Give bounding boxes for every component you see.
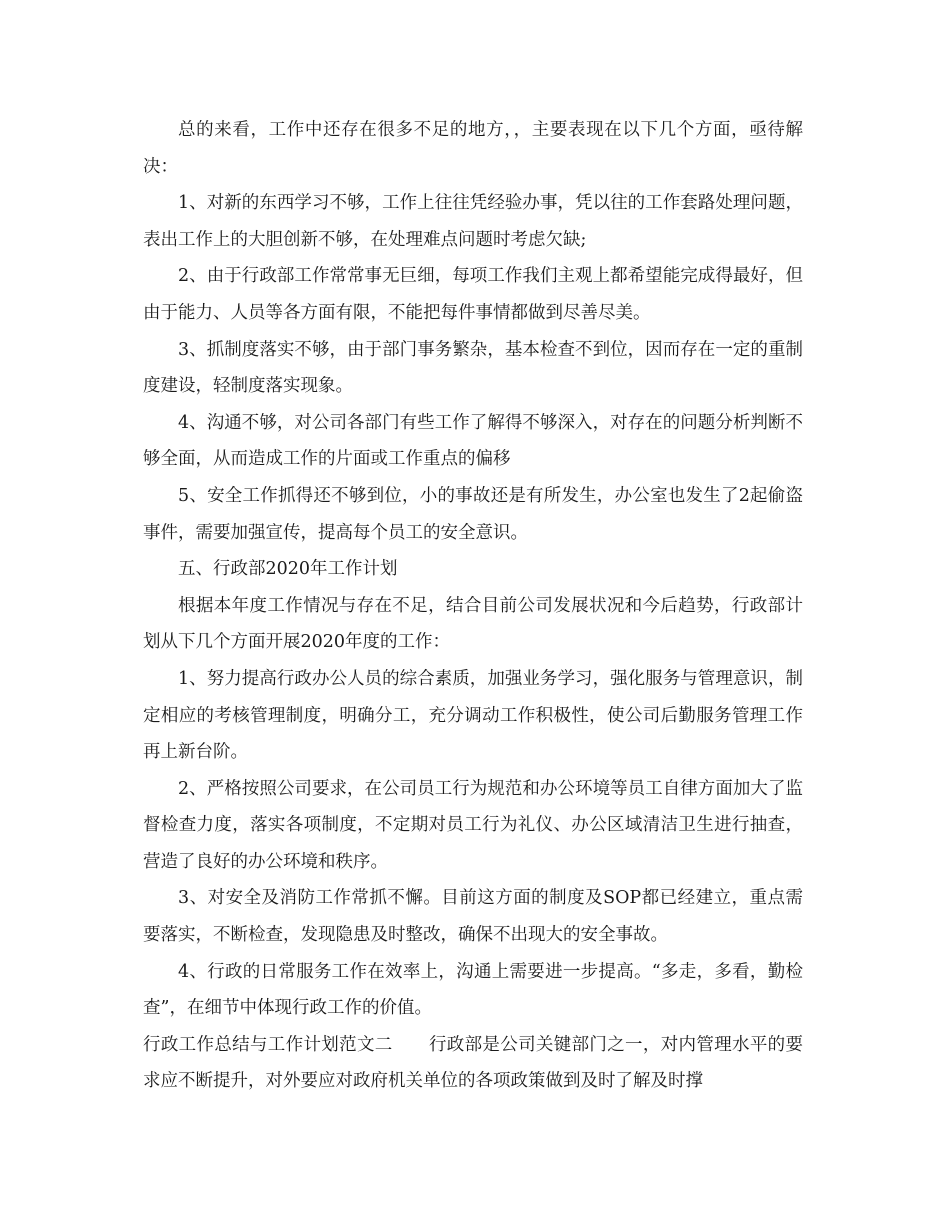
closing-title: 行政工作总结与工作计划范文二	[143, 1034, 393, 1055]
document-body	[143, 112, 803, 1100]
paragraph-plan-3: 3、对安全及消防工作常抓不懈。目前这方面的制度及SOP都已经建立，重点需要落实，不断检查，发现隐患及时整改，确保不出现大的安全事故。	[143, 888, 803, 946]
paragraph-closing	[143, 1027, 803, 1100]
paragraph-item-1: 1、对新的东西学习不够，工作上往往凭经验办事，凭以往的工作套路处理问题，表出工作上的大胆创新不够，在处理难点问题时考虑欠缺;	[143, 193, 803, 250]
closing-text: 行政部是公司关键部门之一，对内管理水平的要求应不断提升，对外要应对政府机关单位的各项政策做到及时了解及时撑	[143, 1034, 804, 1092]
paragraph-plan-1: 1、努力提高行政办公人员的综合素质，加强业务学习，强化服务与管理意识，制定相应的考核管理制度，明确分工，充分调动工作积极性，使公司后勤服务管理工作再上新台阶。	[143, 668, 803, 763]
paragraph-plan-4: 4、行政的日常服务工作在效率上，沟通上需要进一步提高。“多走，多看，勤检查”，在细节中体现行政工作的价值。	[143, 961, 803, 1019]
paragraph-plan-intro: 根据本年度工作情况与存在不足，结合目前公司发展状况和今后趋势，行政部计划从下几个方面开展2020年度的工作：	[143, 595, 803, 653]
section-heading-plan: 五、行政部2020年工作计划	[178, 559, 398, 580]
paragraph-summary: 总的来看，工作中还存在很多不足的地方，，主要表现在以下几个方面，亟待解决：	[143, 120, 803, 177]
paragraph-item-4: 4、沟通不够，对公司各部门有些工作了解得不够深入，对存在的问题分析判断不够全面，从而造成工作的片面或工作重点的偏移	[143, 412, 803, 470]
paragraph-item-5: 5、安全工作抓得还不够到位，小的事故还是有所发生，办公室也发生了2起偷盗事件，需要加强宣传，提高每个员工的安全意识。	[143, 485, 803, 543]
paragraph-item-2: 2、由于行政部工作常常事无巨细，每项工作我们主观上都希望能完成得最好，但由于能力、人员等各方面有限，不能把每件事情都做到尽善尽美。	[143, 266, 803, 323]
paragraph-plan-2: 2、严格按照公司要求，在公司员工行为规范和办公环境等员工自律方面加大了监督检查力度，落实各项制度，不定期对员工行为礼仪、办公区域清洁卫生进行抽查，营造了良好的办公环境和秩序。	[143, 778, 803, 872]
paragraph-item-3: 3、抓制度落实不够，由于部门事务繁杂，基本检查不到位，因而存在一定的重制度建设，轻制度落实现象。	[143, 339, 803, 397]
